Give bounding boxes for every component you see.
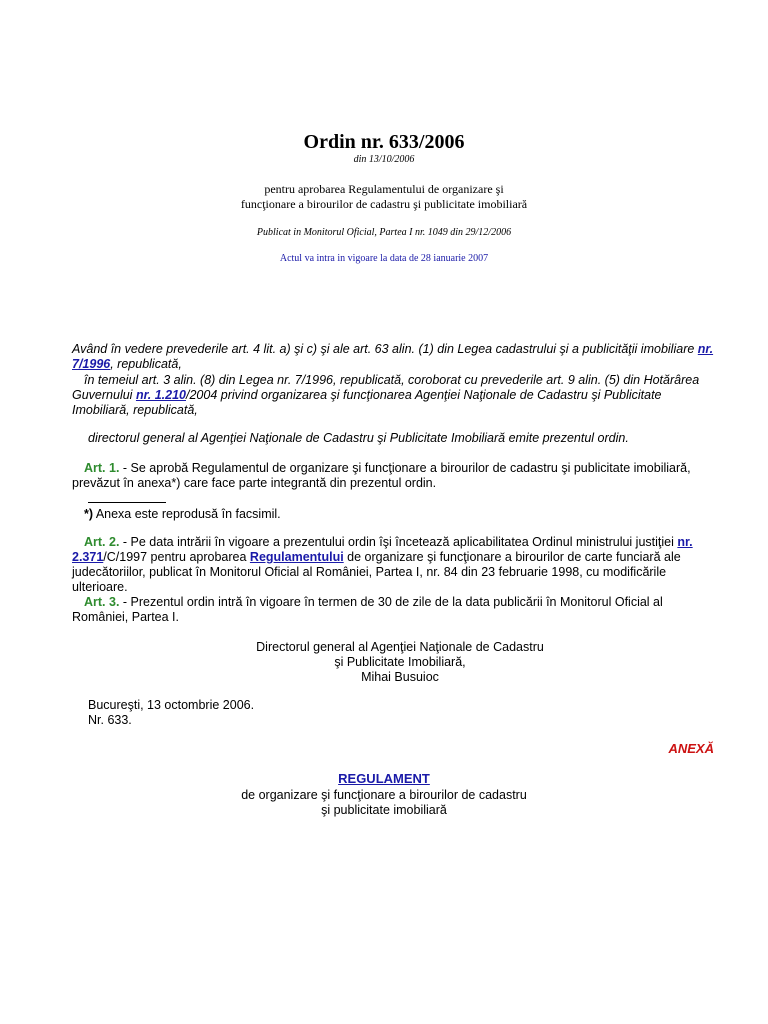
signature-line-2: şi Publicitate Imobiliară, [334,655,466,669]
regulament-link[interactable]: REGULAMENT [338,771,430,786]
hg-1210-link[interactable]: nr. 1.210 [135,388,186,402]
article-2 [72,535,722,595]
article-2-label: Art. 2. [84,535,120,549]
regulation-subtitle-line-1: de organizare şi funcţionare a birourilor de cadastru [241,788,527,802]
order-number: Nr. 633. [88,713,132,727]
preamble-text-2b: /2004 privind organizarea şi funcţionarea Agenţiei Naţionale de Cadastru şi Publicitate Imobiliară, republicată, [72,388,662,417]
article-2-text-b: /C/1997 pentru aprobarea [103,550,250,564]
article-3-text: - Prezentul ordin intră în vigoare în termen de 30 de zile de la data publicării în Monitorul Oficial al României, Partea I. [72,595,663,624]
regulation-subtitle-line-2: şi publicitate imobiliară [321,803,447,817]
document-date: din 13/10/2006 [353,154,415,165]
article-1-text: - Se aprobă Regulamentul de organizare şi funcţionare a birourilor de cadastru şi publicitate imobiliară, prevăzut în anexa*) care face parte integrantă din prezentul ordin. [72,461,691,490]
document-subtitle [0,182,768,212]
regulation-title [0,771,768,786]
document-title: Ordin nr. 633/2006 [303,131,465,153]
article-2-text-c: de organizare şi funcţionare a birourilor de carte funciară ale judecătoriilor, publicat în Monitorul Oficial al României, Partea I, nr. 84 din 23 februarie 1998, cu modificările ulterioare. [72,550,681,594]
preamble-text-1b: , republicată, [110,357,182,371]
article-2-text-a: - Pe data intrării în vigoare a prezentului ordin îşi încetează aplicabilitatea Ordinul ministrului justiţiei [119,535,678,549]
subtitle-line-1: pentru aprobarea Regulamentului de organizare şi [264,182,504,196]
preamble-text-2a: în temeiul art. 3 alin. (8) din Legea nr. 7/1996, republicată, coroborat cu prevederile art. 9 alin. (5) din Hotărârea Guvernului [72,373,700,402]
city-date: Bucureşti, 13 octombrie 2006. [88,698,255,712]
article-3-label: Art. 3. [84,595,120,609]
article-1-label: Art. 1. [84,461,120,475]
law-7-1996-link[interactable]: nr. 7/1996 [72,342,714,371]
preamble-text-1a: Având în vedere prevederile art. 4 lit. a) şi c) şi ale art. 63 alin. (1) din Legea cadastrului şi a publicităţii imobiliare [72,342,698,356]
preamble-paragraph-1 [72,342,722,372]
signature-line-1: Directorul general al Agenţiei Naţionale de Cadastru [256,640,544,654]
place-date-block [88,698,488,728]
article-1 [72,461,722,491]
order-2371-link[interactable]: nr. 2.371 [72,535,693,564]
regulation-subtitle [0,788,768,818]
footnote-separator [88,502,166,503]
signature-name: Mihai Busuioc [361,670,439,684]
signature-block [200,640,600,685]
publication-note: Publicat in Monitorul Oficial, Partea I nr. 1049 din 29/12/2006 [256,227,512,238]
article-3 [72,595,722,625]
footnote-mark: *) [84,507,94,521]
subtitle-line-2: funcţionare a birourilor de cadastru şi publicitate imobiliară [240,197,528,211]
annex-label: ANEXĂ [668,741,714,756]
footnote-text: Anexa este reprodusă în facsimil. [93,507,281,521]
regulamentului-link[interactable]: Regulamentului [249,550,344,564]
effective-date-note: Actul va intra in vigoare la data de 28 ianuarie 2007 [279,253,489,264]
preamble-paragraph-2 [72,373,722,418]
footnote [84,507,724,522]
preamble-paragraph-3: directorul general al Agenţiei Naţionale de Cadastru şi Publicitate Imobiliară emite prezentul ordin. [88,431,629,445]
